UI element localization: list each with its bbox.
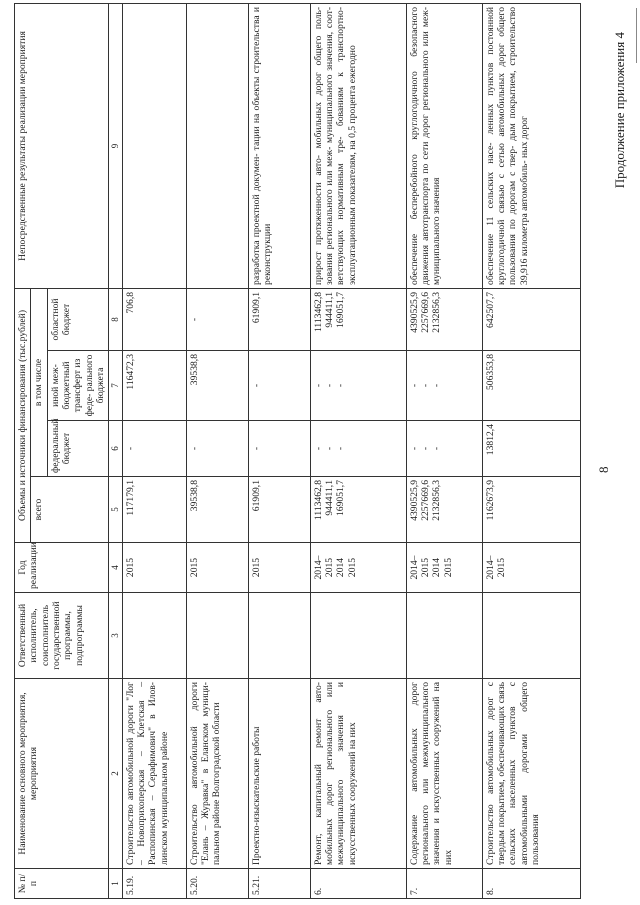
table-row — [310, 3, 406, 898]
row-num: 5.19. — [122, 869, 186, 899]
column-index: 6 — [109, 421, 123, 477]
header-federal: федеральный бюджет — [47, 421, 109, 477]
row-regional: 61909,1 — [248, 288, 310, 350]
header-interbudget: иной меж- бюджетный трансферт из феде- рального бюджета — [47, 351, 109, 421]
header-total: всего — [31, 477, 109, 543]
row-federal: - — [186, 421, 248, 477]
row-federal: - — [248, 421, 310, 477]
row-executor — [248, 593, 310, 679]
row-result: обеспечение бесперебойного круглогодичного безопасного движения автотранспорта по сети дорог регионального или меж- муниципального значения — [406, 3, 482, 288]
row-regional: - — [186, 288, 248, 350]
row-executor — [310, 593, 406, 679]
header-executor: Ответственный исполнитель, соисполнитель государственной программы, подпрограммы — [15, 593, 109, 679]
row-interbudget: 39538,8 — [186, 351, 248, 421]
row-total: 39538,8 — [186, 477, 248, 543]
row-executor — [122, 593, 186, 679]
row-interbudget: - - - — [310, 351, 406, 421]
column-index: 5 — [109, 477, 123, 543]
row-num: 5.20. — [186, 869, 248, 899]
row-total: 1162673,9 — [482, 477, 580, 543]
header-regional: областной бюджет — [47, 288, 109, 350]
row-name: Ремонт, капитальный ремонт авто- мобильных дорог регионального или межмуниципального значения и искусственных сооружений на них — [310, 679, 406, 869]
header-results: Непосредственные результаты реализации мероприятия — [15, 3, 109, 288]
table-row — [482, 3, 580, 898]
row-num: 8. — [482, 869, 580, 899]
row-federal: - - - — [310, 421, 406, 477]
row-result — [186, 3, 248, 288]
table-row — [406, 3, 482, 898]
row-regional: 4390525,9 2257669,6 2132856,3 — [406, 288, 482, 350]
column-index: 4 — [109, 543, 123, 593]
page-number: 8 — [596, 466, 611, 473]
row-interbudget: 506353,8 — [482, 351, 580, 421]
row-total: 1113462,8 944411,1 169051,7 — [310, 477, 406, 543]
row-year: 2014–2015 — [482, 543, 580, 593]
row-result — [122, 3, 186, 288]
row-name: Содержание автомобильных дорог регионального или межмуниципального значения и искусственных сооружений на них — [406, 679, 482, 869]
row-interbudget: 116472,3 — [122, 351, 186, 421]
column-index: 8 — [109, 288, 123, 350]
table-row — [186, 3, 248, 898]
row-num: 6. — [310, 869, 406, 899]
row-regional: 706,8 — [122, 288, 186, 350]
header-num: № п/п — [15, 869, 109, 899]
row-year: 2015 — [248, 543, 310, 593]
appendix-note: Продолжение приложения 4 — [612, 32, 627, 189]
column-index: 1 — [109, 869, 123, 899]
column-index-row — [109, 3, 123, 898]
row-name: Строительство автомобильных дорог с твердым покрытием, обеспечивающих связь сельских населенных пунктов с автомобильными дорогами общего пользования — [482, 679, 580, 869]
row-interbudget: - - - — [406, 351, 482, 421]
row-year: 2014–2015 2014 2015 — [406, 543, 482, 593]
row-result: разработка проектной докумен- тации на объекты строительства и реконструкции — [248, 3, 310, 288]
column-index: 2 — [109, 679, 123, 869]
row-regional: 642507,7 — [482, 288, 580, 350]
row-result: обеспечение 11 сельских насе- ленных пунктов постоянной круглогодичной связью с сетью автомобильных дорог общего пользования по дорогам с твер- дым покрытием, строительство 39,916 километра автомобиль- ных дорог — [482, 3, 580, 288]
column-index: 9 — [109, 3, 123, 288]
header-funding-group: Объемы и источники финансирования (тыс.рублей) — [15, 288, 31, 542]
row-name: Строительство автомобильной дороги "Елань – Журавка" в Еланском муници- пальном районе Волгоградской области — [186, 679, 248, 869]
table-row — [248, 3, 310, 898]
row-year: 2015 — [186, 543, 248, 593]
row-total: 4390525,9 2257669,6 2132856,3 — [406, 477, 482, 543]
row-num: 7. — [406, 869, 482, 899]
row-executor — [482, 593, 580, 679]
header-including: в том числе — [31, 288, 47, 476]
column-index: 3 — [109, 593, 123, 679]
row-federal: 13812,4 — [482, 421, 580, 477]
row-name: Проектно-изыскательские работы — [248, 679, 310, 869]
column-index: 7 — [109, 351, 123, 421]
row-regional: 1113462,8 944411,1 169051,7 — [310, 288, 406, 350]
row-total: 61909,1 — [248, 477, 310, 543]
row-executor — [406, 593, 482, 679]
row-total: 117179,1 — [122, 477, 186, 543]
row-result: прирост протяженности авто- мобильных дорог общего поль- зования регионального или меж- муниципального значения, соот- ветствующих нормативным тре- бованиям к транспортно- эксплуатационным показателям, на 0,5 процента ежегодно — [310, 3, 406, 288]
header-name: Наименование основного мероприятия, мероприятия — [15, 679, 109, 869]
row-year: 2014–2015 2014 2015 — [310, 543, 406, 593]
row-name: Строительство автомобильной дороги "Лог – Новоприхоперская – Клетская – Распопинская – Серафимович" в Илов- линском муниципальном районе — [122, 679, 186, 869]
table-row — [122, 3, 186, 898]
row-interbudget: - — [248, 351, 310, 421]
header-rule — [636, 8, 637, 63]
row-executor — [186, 593, 248, 679]
row-federal: - — [122, 421, 186, 477]
row-year: 2015 — [122, 543, 186, 593]
row-federal: - - - — [406, 421, 482, 477]
header-year: Год реализации — [15, 543, 109, 593]
program-activities-table — [14, 3, 581, 899]
row-num: 5.21. — [248, 869, 310, 899]
